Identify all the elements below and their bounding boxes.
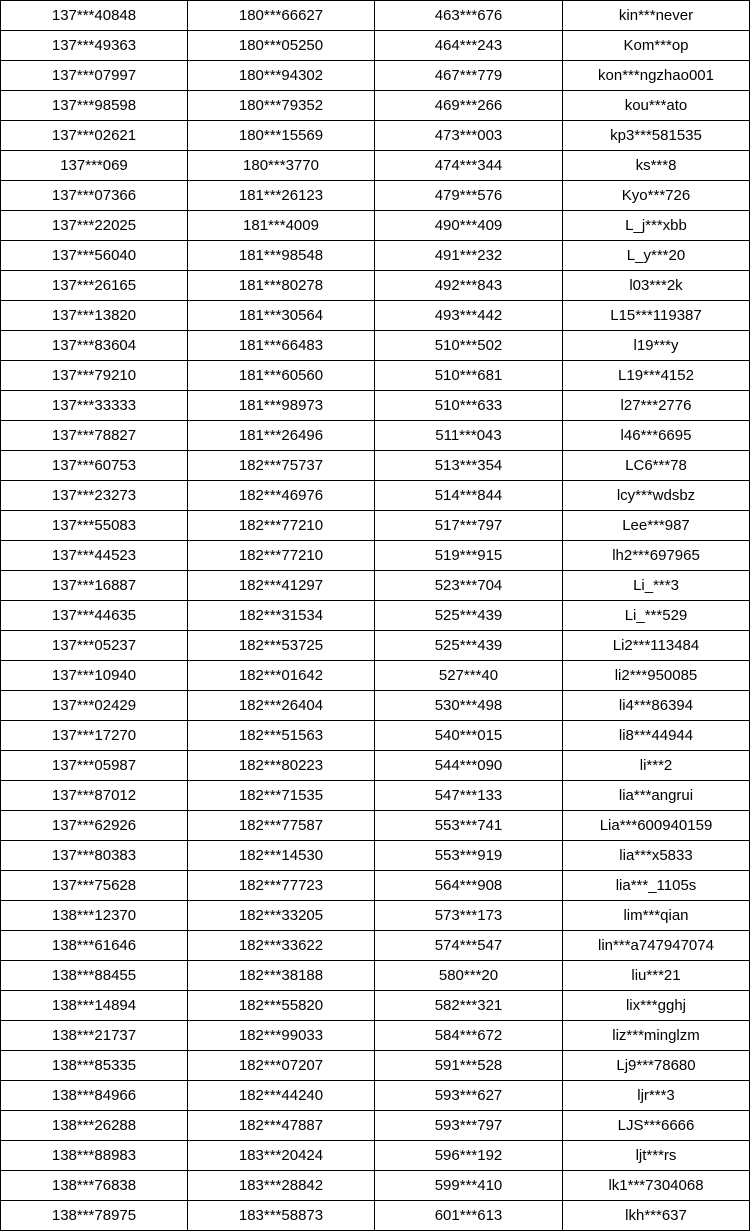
phone-cell-2: 181***4009 [188, 211, 375, 241]
username-cell: L_j***xbb [563, 211, 750, 241]
table-row [1, 811, 750, 841]
phone-cell-2: 182***51563 [188, 721, 375, 751]
phone-cell: 137***13820 [1, 301, 188, 331]
username-cell: lk1***7304068 [563, 1171, 750, 1201]
number-cell: 463***676 [375, 1, 563, 31]
phone-cell-2: 182***26404 [188, 691, 375, 721]
phone-cell-2: 182***33622 [188, 931, 375, 961]
phone-cell-2: 182***41297 [188, 571, 375, 601]
number-cell: 596***192 [375, 1141, 563, 1171]
phone-cell-2: 181***30564 [188, 301, 375, 331]
phone-cell-2: 182***14530 [188, 841, 375, 871]
number-cell: 511***043 [375, 421, 563, 451]
table-row [1, 901, 750, 931]
table-row [1, 1, 750, 31]
table-row [1, 541, 750, 571]
table-row [1, 781, 750, 811]
username-cell: kon***ngzhao001 [563, 61, 750, 91]
number-cell: 517***797 [375, 511, 563, 541]
phone-cell: 137***02429 [1, 691, 188, 721]
number-cell: 593***797 [375, 1111, 563, 1141]
phone-cell-2: 180***66627 [188, 1, 375, 31]
phone-cell: 137***16887 [1, 571, 188, 601]
number-cell: 564***908 [375, 871, 563, 901]
phone-cell: 137***80383 [1, 841, 188, 871]
phone-cell: 138***12370 [1, 901, 188, 931]
phone-cell: 137***87012 [1, 781, 188, 811]
phone-cell-2: 182***44240 [188, 1081, 375, 1111]
table-row [1, 1021, 750, 1051]
phone-cell: 138***78975 [1, 1201, 188, 1231]
table-row [1, 931, 750, 961]
phone-cell: 137***22025 [1, 211, 188, 241]
phone-cell-2: 182***33205 [188, 901, 375, 931]
number-cell: 547***133 [375, 781, 563, 811]
table-row [1, 151, 750, 181]
username-cell: liu***21 [563, 961, 750, 991]
phone-cell: 138***76838 [1, 1171, 188, 1201]
number-cell: 544***090 [375, 751, 563, 781]
phone-cell-2: 182***53725 [188, 631, 375, 661]
username-cell: li***2 [563, 751, 750, 781]
phone-cell: 138***21737 [1, 1021, 188, 1051]
phone-cell-2: 182***07207 [188, 1051, 375, 1081]
phone-cell-2: 181***60560 [188, 361, 375, 391]
number-cell: 580***20 [375, 961, 563, 991]
number-cell: 491***232 [375, 241, 563, 271]
username-cell: kou***ato [563, 91, 750, 121]
phone-cell-2: 183***28842 [188, 1171, 375, 1201]
username-cell: lh2***697965 [563, 541, 750, 571]
phone-cell-2: 181***80278 [188, 271, 375, 301]
username-cell: Li_***3 [563, 571, 750, 601]
username-cell: lia***_1105s [563, 871, 750, 901]
number-cell: 527***40 [375, 661, 563, 691]
username-cell: LJS***6666 [563, 1111, 750, 1141]
number-cell: 525***439 [375, 631, 563, 661]
number-cell: 473***003 [375, 121, 563, 151]
table-row [1, 631, 750, 661]
table-row [1, 301, 750, 331]
phone-cell: 138***88983 [1, 1141, 188, 1171]
phone-cell: 138***14894 [1, 991, 188, 1021]
phone-cell-2: 182***99033 [188, 1021, 375, 1051]
number-cell: 523***704 [375, 571, 563, 601]
phone-cell: 137***49363 [1, 31, 188, 61]
phone-cell-2: 181***66483 [188, 331, 375, 361]
phone-cell: 137***56040 [1, 241, 188, 271]
number-cell: 479***576 [375, 181, 563, 211]
number-cell: 492***843 [375, 271, 563, 301]
phone-cell: 137***07366 [1, 181, 188, 211]
phone-cell: 137***05987 [1, 751, 188, 781]
username-cell: Lia***600940159 [563, 811, 750, 841]
username-cell: Li_***529 [563, 601, 750, 631]
username-cell: Lj9***78680 [563, 1051, 750, 1081]
table-row [1, 721, 750, 751]
phone-cell-2: 182***80223 [188, 751, 375, 781]
number-cell: 573***173 [375, 901, 563, 931]
phone-cell: 137***60753 [1, 451, 188, 481]
phone-cell: 138***85335 [1, 1051, 188, 1081]
number-cell: 582***321 [375, 991, 563, 1021]
phone-cell-2: 182***01642 [188, 661, 375, 691]
username-cell: l46***6695 [563, 421, 750, 451]
phone-cell-2: 182***77723 [188, 871, 375, 901]
number-cell: 510***502 [375, 331, 563, 361]
username-cell: lim***qian [563, 901, 750, 931]
table-row [1, 871, 750, 901]
phone-cell: 137***83604 [1, 331, 188, 361]
username-cell: li2***950085 [563, 661, 750, 691]
phone-cell-2: 181***98548 [188, 241, 375, 271]
table-row [1, 31, 750, 61]
username-cell: lia***angrui [563, 781, 750, 811]
table-row [1, 841, 750, 871]
username-cell: li8***44944 [563, 721, 750, 751]
table-row [1, 991, 750, 1021]
table-row [1, 1081, 750, 1111]
table-row [1, 211, 750, 241]
table-row [1, 61, 750, 91]
username-cell: lcy***wdsbz [563, 481, 750, 511]
phone-cell: 137***40848 [1, 1, 188, 31]
phone-cell: 138***61646 [1, 931, 188, 961]
number-cell: 513***354 [375, 451, 563, 481]
phone-cell: 137***02621 [1, 121, 188, 151]
username-cell: ljt***rs [563, 1141, 750, 1171]
phone-cell: 137***069 [1, 151, 188, 181]
username-cell: ljr***3 [563, 1081, 750, 1111]
phone-cell-2: 182***47887 [188, 1111, 375, 1141]
table-row [1, 421, 750, 451]
phone-cell: 137***62926 [1, 811, 188, 841]
username-cell: kin***never [563, 1, 750, 31]
username-cell: L_y***20 [563, 241, 750, 271]
number-cell: 493***442 [375, 301, 563, 331]
username-cell: kp3***581535 [563, 121, 750, 151]
phone-cell: 138***26288 [1, 1111, 188, 1141]
phone-cell-2: 182***75737 [188, 451, 375, 481]
table-row [1, 481, 750, 511]
phone-cell: 137***98598 [1, 91, 188, 121]
phone-cell: 137***78827 [1, 421, 188, 451]
table-row [1, 601, 750, 631]
number-cell: 525***439 [375, 601, 563, 631]
number-cell: 530***498 [375, 691, 563, 721]
phone-cell-2: 180***15569 [188, 121, 375, 151]
table-row [1, 241, 750, 271]
phone-cell: 137***75628 [1, 871, 188, 901]
table-row [1, 571, 750, 601]
username-cell: lin***a747947074 [563, 931, 750, 961]
phone-cell-2: 181***26496 [188, 421, 375, 451]
table-row [1, 1111, 750, 1141]
table-row [1, 121, 750, 151]
username-cell: l27***2776 [563, 391, 750, 421]
username-cell: Lee***987 [563, 511, 750, 541]
username-cell: LC6***78 [563, 451, 750, 481]
table-row [1, 451, 750, 481]
phone-cell: 137***07997 [1, 61, 188, 91]
number-cell: 510***633 [375, 391, 563, 421]
phone-cell: 137***44523 [1, 541, 188, 571]
number-cell: 469***266 [375, 91, 563, 121]
phone-cell-2: 182***71535 [188, 781, 375, 811]
number-cell: 490***409 [375, 211, 563, 241]
phone-cell: 137***26165 [1, 271, 188, 301]
table-row [1, 691, 750, 721]
number-cell: 519***915 [375, 541, 563, 571]
phone-cell: 137***33333 [1, 391, 188, 421]
number-cell: 601***613 [375, 1201, 563, 1231]
number-cell: 553***741 [375, 811, 563, 841]
phone-cell: 137***44635 [1, 601, 188, 631]
table-body [1, 1, 750, 1231]
table-row [1, 1201, 750, 1231]
number-cell: 510***681 [375, 361, 563, 391]
phone-cell-2: 182***77210 [188, 541, 375, 571]
number-cell: 591***528 [375, 1051, 563, 1081]
username-cell: lia***x5833 [563, 841, 750, 871]
phone-cell-2: 180***94302 [188, 61, 375, 91]
number-cell: 540***015 [375, 721, 563, 751]
phone-cell-2: 183***20424 [188, 1141, 375, 1171]
phone-cell-2: 182***31534 [188, 601, 375, 631]
table-row [1, 1141, 750, 1171]
username-cell: liz***minglzm [563, 1021, 750, 1051]
phone-cell-2: 182***77210 [188, 511, 375, 541]
username-cell: l19***y [563, 331, 750, 361]
username-cell: Li2***113484 [563, 631, 750, 661]
number-cell: 464***243 [375, 31, 563, 61]
table-row [1, 661, 750, 691]
number-cell: 514***844 [375, 481, 563, 511]
phone-cell-2: 180***79352 [188, 91, 375, 121]
phone-cell-2: 182***38188 [188, 961, 375, 991]
number-cell: 593***627 [375, 1081, 563, 1111]
phone-cell-2: 181***98973 [188, 391, 375, 421]
table-row [1, 391, 750, 421]
number-cell: 584***672 [375, 1021, 563, 1051]
table-row [1, 331, 750, 361]
phone-cell-2: 182***46976 [188, 481, 375, 511]
number-cell: 599***410 [375, 1171, 563, 1201]
phone-cell: 137***05237 [1, 631, 188, 661]
phone-cell-2: 180***05250 [188, 31, 375, 61]
phone-cell-2: 182***77587 [188, 811, 375, 841]
table-row [1, 181, 750, 211]
table-row [1, 961, 750, 991]
number-cell: 574***547 [375, 931, 563, 961]
username-cell: l03***2k [563, 271, 750, 301]
phone-cell-2: 182***55820 [188, 991, 375, 1021]
phone-cell: 138***84966 [1, 1081, 188, 1111]
username-cell: L15***119387 [563, 301, 750, 331]
username-cell: Kom***op [563, 31, 750, 61]
phone-cell-2: 180***3770 [188, 151, 375, 181]
phone-cell: 137***10940 [1, 661, 188, 691]
table-row [1, 751, 750, 781]
username-cell: L19***4152 [563, 361, 750, 391]
phone-cell: 137***23273 [1, 481, 188, 511]
table-row [1, 91, 750, 121]
username-cell: lix***gghj [563, 991, 750, 1021]
phone-cell: 137***79210 [1, 361, 188, 391]
table-row [1, 1171, 750, 1201]
username-cell: lkh***637 [563, 1201, 750, 1231]
phone-cell: 138***88455 [1, 961, 188, 991]
table-row [1, 1051, 750, 1081]
table-row [1, 271, 750, 301]
username-cell: Kyo***726 [563, 181, 750, 211]
phone-cell: 137***17270 [1, 721, 188, 751]
phone-cell: 137***55083 [1, 511, 188, 541]
username-cell: li4***86394 [563, 691, 750, 721]
table-row [1, 361, 750, 391]
number-cell: 474***344 [375, 151, 563, 181]
phone-cell-2: 183***58873 [188, 1201, 375, 1231]
number-cell: 553***919 [375, 841, 563, 871]
table-row [1, 511, 750, 541]
username-cell: ks***8 [563, 151, 750, 181]
number-cell: 467***779 [375, 61, 563, 91]
phone-cell-2: 181***26123 [188, 181, 375, 211]
